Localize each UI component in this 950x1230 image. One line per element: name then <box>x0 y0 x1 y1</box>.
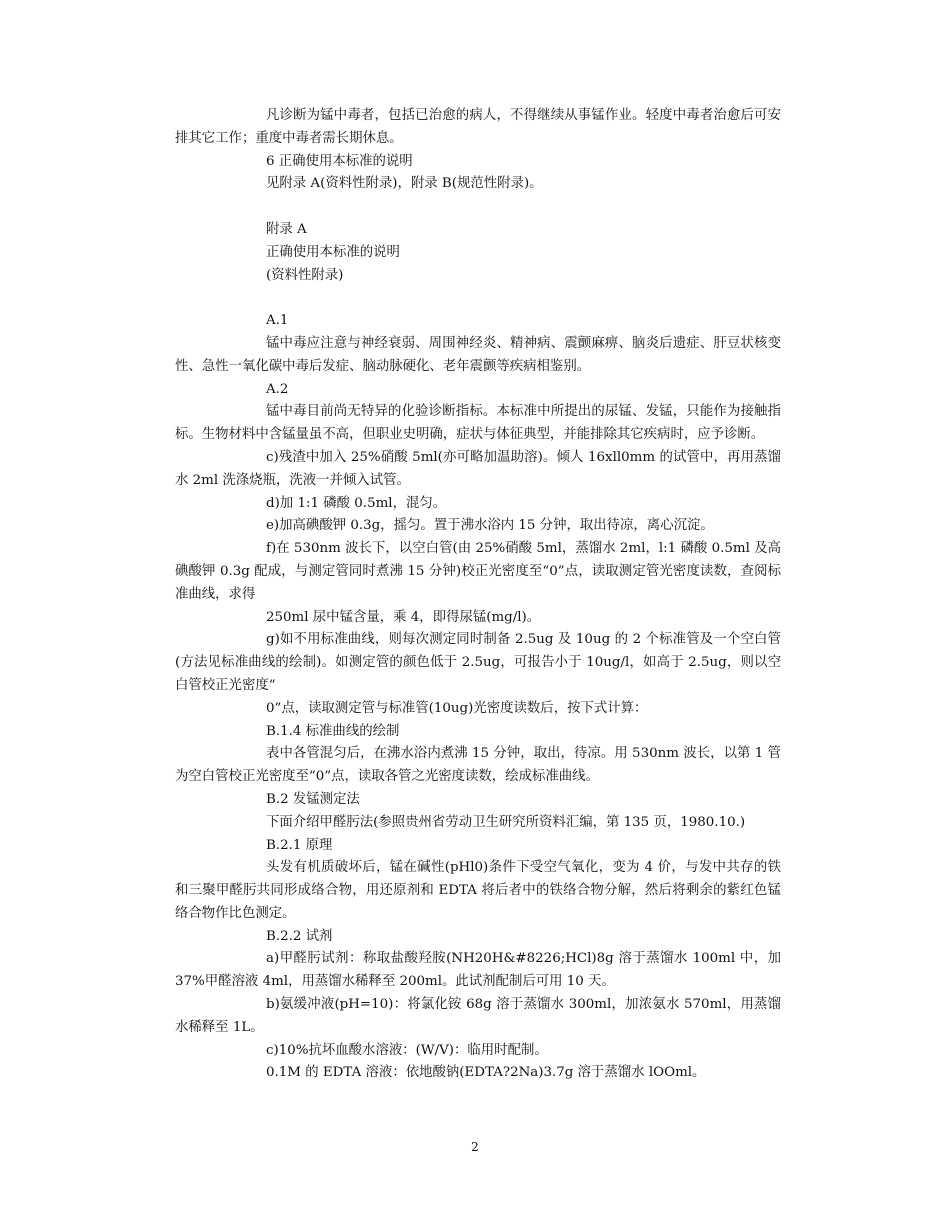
blank-line <box>175 196 781 219</box>
paragraph: g)如不用标准曲线，则每次测定同时制备 2.5ug 及 10ug 的 2 个标准管及一个空白管(方法见标准曲线的绘制)。如测定管的颜色低于 2.5ug，可报告小于 10ug/l，如高于 2.5ug，则以空白管校正光密度“ <box>175 632 781 693</box>
paragraph: 锰中毒目前尚无特异的化验诊断指标。本标准中所提出的尿锰、发锰，只能作为接触指标。生物材料中含锰量虽不高，但职业史明确，症状与体征典型，并能排除其它疾病时，应予诊断。 <box>175 404 781 443</box>
clause-heading: B.2.2 试剂 <box>266 928 333 944</box>
paragraph: 见附录 A(资料性附录)，附录 B(规范性附录)。 <box>266 176 543 192</box>
paragraph: 凡诊断为锰中毒者，包括已治愈的病人，不得继续从事锰作业。轻度中毒者治愈后可安排其它工作；重度中毒者需长期休息。 <box>175 108 781 146</box>
clause-heading: B.2 发锰测定法 <box>266 791 360 807</box>
paragraph: a)甲醛肟试剂：称取盐酸羟胺(NH20H&#8226;HCl)8g 溶于蒸馏水 100ml 中，加 37%甲醛溶液 4ml，用蒸馏水稀释至 200ml。此试剂配制后可用 10 天。 <box>175 951 781 990</box>
blank-line <box>175 287 781 310</box>
paragraph: 下面介绍甲醛肟法(参照贵州省劳动卫生研究所资料汇编，第 135 页，1980.10.) <box>266 814 746 830</box>
paragraph: d)加 1:1 磷酸 0.5ml，混匀。 <box>266 495 447 511</box>
paragraph: 0”点，读取测定管与标准管(10ug)光密度读数后，按下式计算： <box>266 700 648 716</box>
clause-heading: A.2 <box>266 381 289 397</box>
paragraph: 头发有机质破坏后，锰在碱性(pHl0)条件下受空气氧化，变为 4 价，与发中共存的铁和三聚甲醛肟共同形成络合物，用还原剂和 EDTA 将后者中的铁络合物分解，然后将剩余的紫红色锰络合物作比色测定。 <box>175 860 781 921</box>
section-heading: 6 正确使用本标准的说明 <box>266 153 413 169</box>
paragraph: c)残渣中加入 25%硝酸 5ml(亦可略加温助溶)。倾人 16xll0mm 的试管中，再用蒸馏水 2ml 洗涤烧瓶，洗液一并倾入试管。 <box>175 449 781 488</box>
paragraph: 表中各管混匀后，在沸水浴内煮沸 15 分钟，取出，待凉。用 530nm 波长，以第 1 管为空白管校正光密度至“0”点，读取各管之光密度读数，绘成标准曲线。 <box>175 746 781 785</box>
paragraph: c)10%抗坏血酸水溶液：(W/V)：临用时配制。 <box>266 1042 548 1058</box>
body-text <box>175 105 781 1085</box>
clause-heading: B.2.1 原理 <box>266 837 333 853</box>
paragraph: b)氨缓冲液(pH=10)：将氯化铵 68g 溶于蒸馏水 300ml，加浓氨水 570ml，用蒸馏水稀释至 1L。 <box>175 997 781 1035</box>
paragraph: 250ml 尿中锰含量，乘 4，即得尿锰(mg/l)。 <box>266 609 541 625</box>
page-number: 2 <box>471 1140 479 1154</box>
paragraph: 锰中毒应注意与神经衰弱、周围神经炎、精神病、震颤麻痹、脑炎后遗症、肝豆状核变性、急性一氧化碳中毒后发症、脑动脉硬化、老年震颤等疾病相鉴别。 <box>175 335 781 374</box>
appendix-type: (资料性附录) <box>266 267 344 283</box>
paragraph: 0.1M 的 EDTA 溶液：依地酸钠(EDTA?2Na)3.7g 溶于蒸馏水 lOOml。 <box>266 1065 706 1081</box>
paragraph: e)加高碘酸钾 0.3g，摇匀。置于沸水浴内 15 分钟，取出待凉，离心沉淀。 <box>266 518 714 534</box>
clause-heading: A.1 <box>266 313 289 329</box>
clause-heading: B.1.4 标准曲线的绘制 <box>266 723 400 739</box>
appendix-title: 附录 A <box>266 221 307 237</box>
appendix-subtitle: 正确使用本标准的说明 <box>266 244 400 260</box>
paragraph: f)在 530nm 波长下，以空白管(由 25%硝酸 5ml，蒸馏水 2ml，l:1 磷酸 0.5ml 及高碘酸钾 0.3g 配成，与测定管同时煮沸 15 分钟)校正光密度至“0”点，读取测定管光密度读数，查阅标准曲线，求得 <box>175 541 781 602</box>
